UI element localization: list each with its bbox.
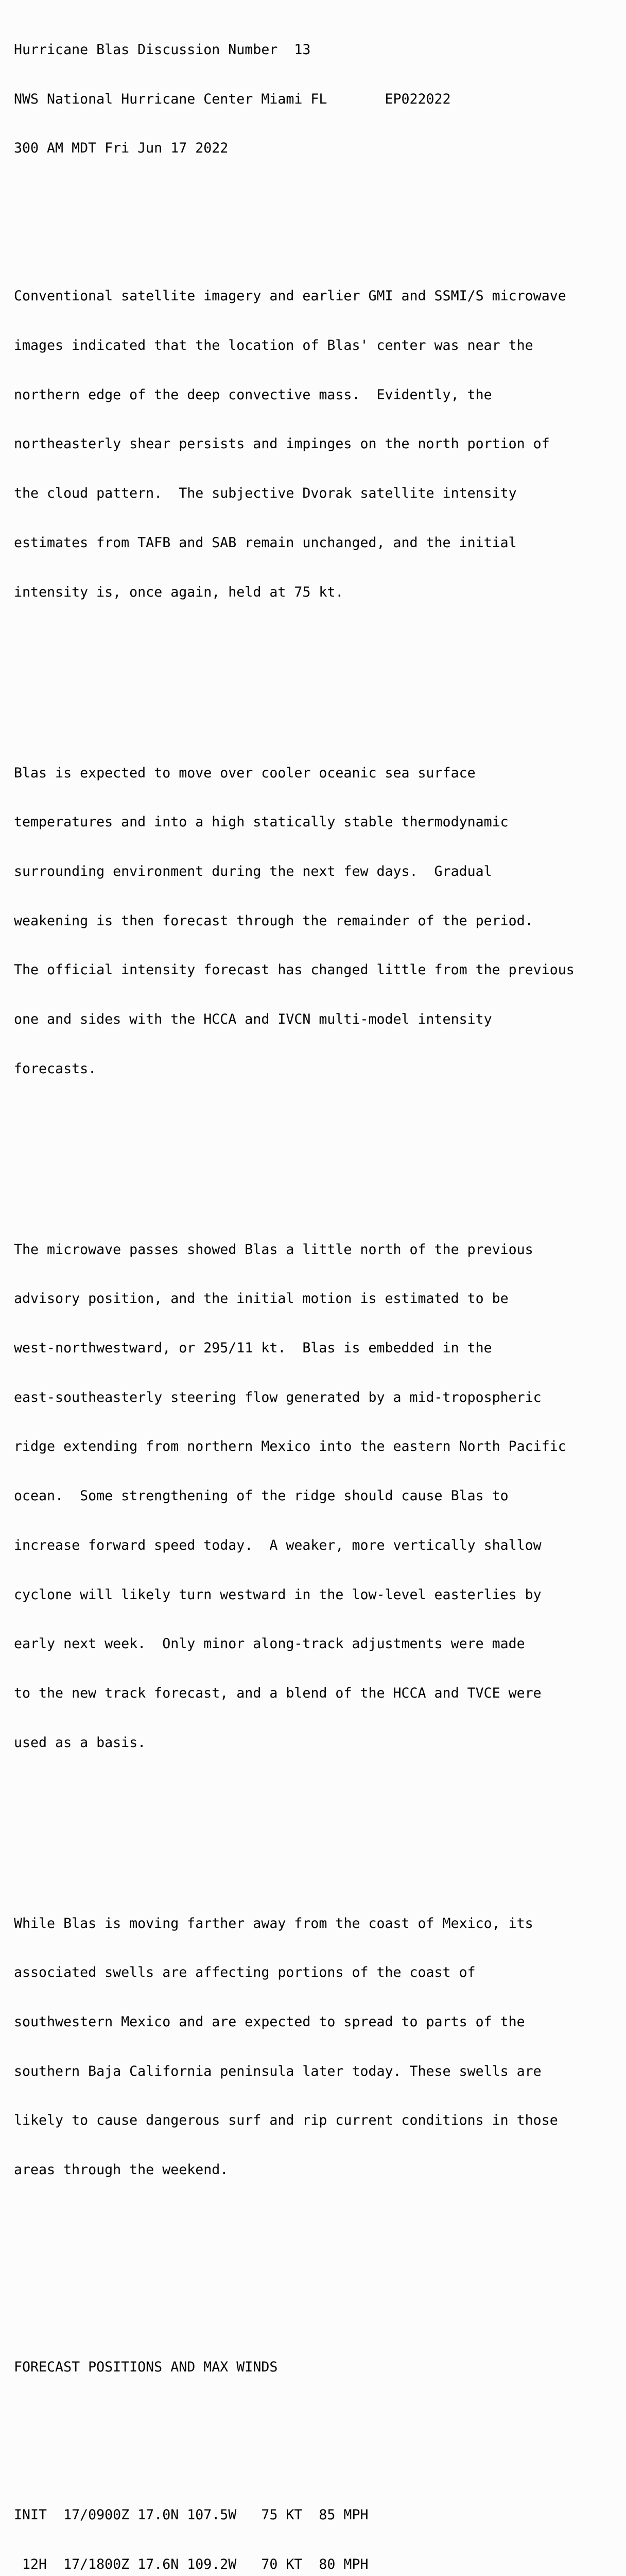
text-line: associated swells are affecting portions of the coast of (14, 1964, 476, 1981)
text-line: to the new track forecast, and a blend of the HCCA and TVCE were (14, 1685, 542, 1701)
text-line: west-northwestward, or 295/11 kt. Blas is embedded in the (14, 1340, 492, 1357)
forecast-row-12h: 12H 17/1800Z 17.6N 109.2W 70 KT 80 MPH (14, 2556, 369, 2572)
text-line: one and sides with the HCCA and IVCN multi-model intensity (14, 1011, 492, 1028)
text-line: estimates from TAFB and SAB remain unchanged, and the initial (14, 534, 517, 551)
text-line: used as a basis. (14, 1734, 146, 1751)
issue-datetime: 300 AM MDT Fri Jun 17 2022 (14, 140, 229, 157)
blank-line (14, 1817, 575, 1833)
text-line: increase forward speed today. A weaker, more vertically shallow (14, 1537, 542, 1553)
text-line: northeasterly shear persists and impinges on the north portion of (14, 436, 550, 452)
text-line: weakening is then forecast through the remainder of the period. (14, 912, 533, 929)
paragraph-swells-hazards (14, 1883, 575, 2211)
paragraph-track-forecast (14, 1209, 575, 1784)
text-line: While Blas is moving farther away from the coast of Mexico, its (14, 1915, 533, 1931)
text-line: surrounding environment during the next few days. Gradual (14, 863, 492, 879)
text-line: The official intensity forecast has changed little from the previous (14, 962, 575, 978)
forecast-row-init: INIT 17/0900Z 17.0N 107.5W 75 KT 85 MPH (14, 2507, 369, 2523)
paragraph-intensity-forecast (14, 732, 575, 1110)
text-line: southwestern Mexico and are expected to spread to parts of the (14, 2014, 525, 2030)
text-line: east-southeasterly steering flow generated by a mid-tropospheric (14, 1389, 542, 1405)
paragraph-satellite-intensity (14, 256, 575, 634)
text-line: temperatures and into a high statically stable thermodynamic (14, 814, 509, 831)
text-line: likely to cause dangerous surf and rip current conditions in those (14, 2112, 558, 2129)
text-line: the cloud pattern. The subjective Dvorak satellite intensity (14, 485, 517, 502)
discussion-document (14, 9, 575, 2576)
text-line: southern Baja California peninsula later today. These swells are (14, 2063, 542, 2079)
blank-line (14, 2293, 575, 2310)
text-line: ridge extending from northern Mexico into the eastern North Pacific (14, 1438, 566, 1455)
text-line: cyclone will likely turn westward in the low-level easterlies by (14, 1586, 542, 1603)
text-line: areas through the weekend. (14, 2162, 229, 2178)
blank-line (14, 666, 575, 683)
text-line: The microwave passes showed Blas a little north of the previous (14, 1241, 533, 1258)
forecast-table-heading: FORECAST POSITIONS AND MAX WINDS (14, 2359, 278, 2375)
blank-line (14, 190, 575, 206)
text-line: Blas is expected to move over cooler oceanic sea surface (14, 765, 476, 781)
text-line: advisory position, and the initial motion is estimated to be (14, 1291, 509, 1307)
issuing-office: NWS National Hurricane Center Miami FL EP022022 (14, 91, 451, 107)
blank-line (14, 2409, 575, 2425)
text-line: ocean. Some strengthening of the ridge should cause Blas to (14, 1488, 509, 1504)
text-line: forecasts. (14, 1060, 97, 1077)
blank-line (14, 1143, 575, 1159)
discussion-title: Hurricane Blas Discussion Number 13 (14, 41, 311, 58)
text-line: Conventional satellite imagery and earlier GMI and SSMI/S microwave (14, 288, 566, 304)
blank-line (14, 2244, 575, 2261)
text-line: northern edge of the deep convective mass. Evidently, the (14, 386, 492, 403)
text-line: images indicated that the location of Blas' center was near the (14, 337, 533, 354)
text-line: early next week. Only minor along-track adjustments were made (14, 1636, 525, 1652)
text-line: intensity is, once again, held at 75 kt. (14, 584, 344, 600)
forecast-table (14, 2474, 575, 2576)
